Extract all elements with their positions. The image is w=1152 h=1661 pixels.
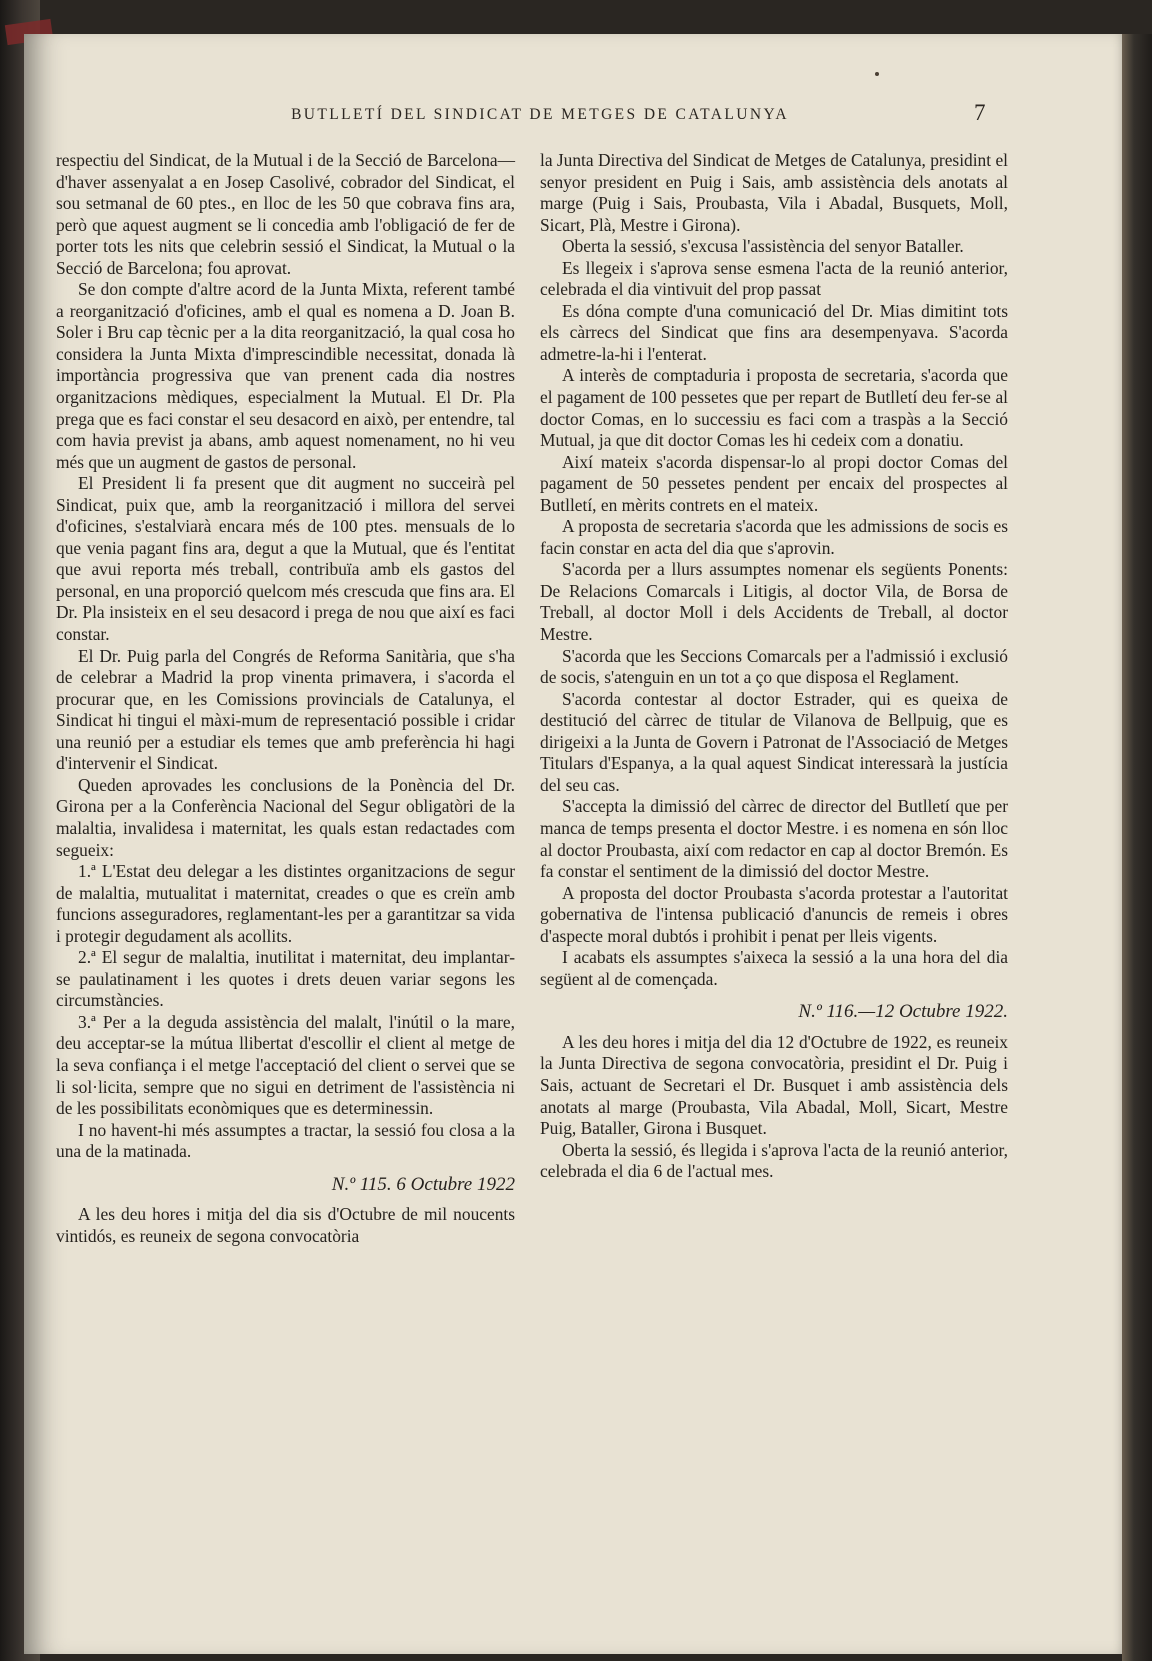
paragraph: A proposta del doctor Proubasta s'acorda protestar a l'autoritat gobernativa de l'intensa publicació d'anuncis de remeis i obres d'aspecte moral dubtós i prohibit i penat per lleis vigents. <box>540 882 1008 946</box>
paragraph: Oberta la sessió, s'excusa l'assistència del senyor Bataller. <box>562 236 964 257</box>
right-column <box>540 150 1008 1183</box>
paragraph: S'acorda contestar al doctor Estrader, qui es queixa de destitució del càrrec de titular de Vilanova de Bellpuig, que es dirigeixi a la Junta de Govern i Patronat de l'Associació de Metges Titulars d'Espanya, a la qual aquest Sindicat interessarà la justícia del seu cas. <box>540 688 1008 795</box>
paragraph: A interès de comptaduria i proposta de secretaria, s'acorda que el pagament de 100 pessetes que per repart de Butlletí deu fer-se al doctor Comas, en lo successiu es faci com a traspàs a la Secció Mutual, ja que dit doctor Comas les hi cedeix com a donatiu. <box>540 365 1008 451</box>
paragraph: El Dr. Puig parla del Congrés de Reforma Sanitària, que s'ha de celebrar a Madrid la prop vinenta primavera, i s'acorda el procurar que, en les Comissions provincials de Catalunya, el Sindicat hi tingui el màxi-mum de representació possible i cridar una reunió per a estudiar els temes que amb preferència hi hagi d'intervenir el Sindicat. <box>56 645 515 774</box>
page-edge <box>1122 34 1152 1661</box>
paragraph: 1.ª L'Estat deu delegar a les distintes organitzacions de segur de malaltia, mutualitat i maternitat, creades o que es creïn amb funcions asseguradores, reglamentant-les per a garantitzar sa vida i protegir degudament als acollits. <box>56 861 515 946</box>
paragraph: Així mateix s'acorda dispensar-lo al propi doctor Comas del pagament de 50 pessetes pendent per encaix del prospectes al Butlletí, en mèrits contrets en el mateix. <box>540 451 1008 515</box>
paper-speck <box>875 72 879 76</box>
paragraph: S'acorda que les Seccions Comarcals per a l'admissió i exclusió de socis, s'atenguin en un tot a ço que disposa el Reglament. <box>540 645 1008 688</box>
paragraph: A proposta de secretaria s'acorda que les admissions de socis es facin constar en acta del dia que s'aprovin. <box>540 516 1008 558</box>
minutes-heading: N.º 116.—12 Octubre 1922. <box>798 1001 1008 1023</box>
paragraph: Queden aprovades les conclusions de la Ponència del Dr. Girona per a la Conferència Nacional del Segur obligatòri de la malaltia, invalidesa i maternitat, les quals estan redactades com segueix: <box>56 774 515 860</box>
paragraph: I no havent-hi més assumptes a tractar, la sessió fou closa a la una de la matinada. <box>56 1119 515 1162</box>
left-column <box>56 150 515 1247</box>
paragraph: 3.ª Per a la deguda assistència del malalt, l'inútil o la mare, deu acceptar-se la mútua llibertat d'escollir el client al metge de la seva confiança i el metge l'acceptació del client o servei que se li sol·licita, sempre que no sigui en detriment de l'assistència ni de les possibilitats econòmiques que es determinessin. <box>56 1011 515 1119</box>
page-number: 7 <box>974 100 986 125</box>
minutes-heading: N.º 115. 6 Octubre 1922 <box>331 1173 515 1195</box>
paragraph: respectiu del Sindicat, de la Mutual i de la Secció de Barcelona—d'haver assenyalat a en Josep Casolivé, cobrador del Sindicat, el sou setmanal de 60 ptes., en lloc de les 50 que cobrava fins ara, però que aquest augment se li concedia amb l'obligació de fer de porter tots les nits que celebrin sessió el Sindicat, la Mutual o la Secció de Barcelona; fou aprovat. <box>56 150 515 278</box>
running-head: BUTLLETÍ DEL SINDICAT DE METGES DE CATALUNYA <box>291 106 789 123</box>
paragraph: Oberta la sessió, és llegida i s'aprova l'acta de la reunió anterior, celebrada el dia 6 de l'actual mes. <box>540 1139 1008 1182</box>
paragraph: S'acorda per a llurs assumptes nomenar els següents Ponents: De Relacions Comarcals i Litigis, al doctor Vila, de Borsa de Treball, al doctor Moll i dels Accidents de Treball, al doctor Mestre. <box>540 559 1008 645</box>
paragraph: A les deu hores i mitja del dia sis d'Octubre de mil noucents vintidós, es reuneix de segona convocatòria <box>56 1204 515 1246</box>
paragraph: A les deu hores i mitja del dia 12 d'Octubre de 1922, es reuneix la Junta Directiva de segona convocatòria, presidint el Dr. Puig i Sais, actuant de Secretari el Dr. Busquet i amb assistència dels anotats al marge (Proubasta, Vila Abadal, Moll, Sicart, Mestre Puig, Bataller, Girona i Busquet. <box>540 1031 1008 1139</box>
paragraph: 2.ª El segur de malaltia, inutilitat i maternitat, deu implantar-se paulatinament i les quotes i drets deuen variar segons les circumstàncies. <box>56 947 515 1011</box>
paragraph: S'accepta la dimissió del càrrec de director del Butlletí que per manca de temps presenta el doctor Mestre. i es nomena en són lloc al doctor Proubasta, així com redactor en cap al doctor Bremón. Es fa constar el sentiment de la dimissió del doctor Mestre. <box>540 796 1008 882</box>
paragraph: la Junta Directiva del Sindicat de Metges de Catalunya, presidint el senyor president en Puig i Sais, amb assistència dels anotats al marge (Puig i Sais, Proubasta, Vila i Abadal, Busquets, Moll, Sicart, Plà, Mestre i Girona). <box>540 150 1008 235</box>
paragraph: Se don compte d'altre acord de la Junta Mixta, referent també a reorganització d'oficines, amb el qual es nomena a D. Joan B. Soler i Bru cap tècnic per a la dita reorganització, la qual cosa ho considera la Junta Mixta d'imprescindible necessitat, donada là importància progressiva que van prenent cada dia nostres organitzacions mèdiques, especialment la Mutual. El Dr. Pla prega que es faci constar el seu desacord en això, per entendre, tal com havia previst ja abans, amb aquest nomenament, no hi veu més que un augment de gastos de personal. <box>56 279 515 472</box>
paragraph: Es llegeix i s'aprova sense esmena l'acta de la reunió anterior, celebrada el dia vintivuit del prop passat <box>540 257 1008 300</box>
paragraph: Es dóna compte d'una comunicació del Dr. Mias dimitint tots els càrrecs del Sindicat que fins ara desempenyava. S'acorda admetre-la-hi i l'enterat. <box>540 300 1008 364</box>
paragraph: El President li fa present que dit augment no succeirà pel Sindicat, puix que, amb la reorganització i millora del servei d'oficines, s'estalviarà encara més de 100 ptes. mensuals de lo que venia pagant fins ara, degut a que la Mutual, que és l'entitat que avui reporta més treball, contribuïa amb els gastos del personal, en una proporció quelcom més crescuda que fins ara. El Dr. Pla insisteix en el seu desacord i prega de nou que així es faci constar. <box>56 473 515 645</box>
paragraph: I acabats els assumptes s'aixeca la sessió a la una hora del dia següent al de començada. <box>540 947 1008 989</box>
